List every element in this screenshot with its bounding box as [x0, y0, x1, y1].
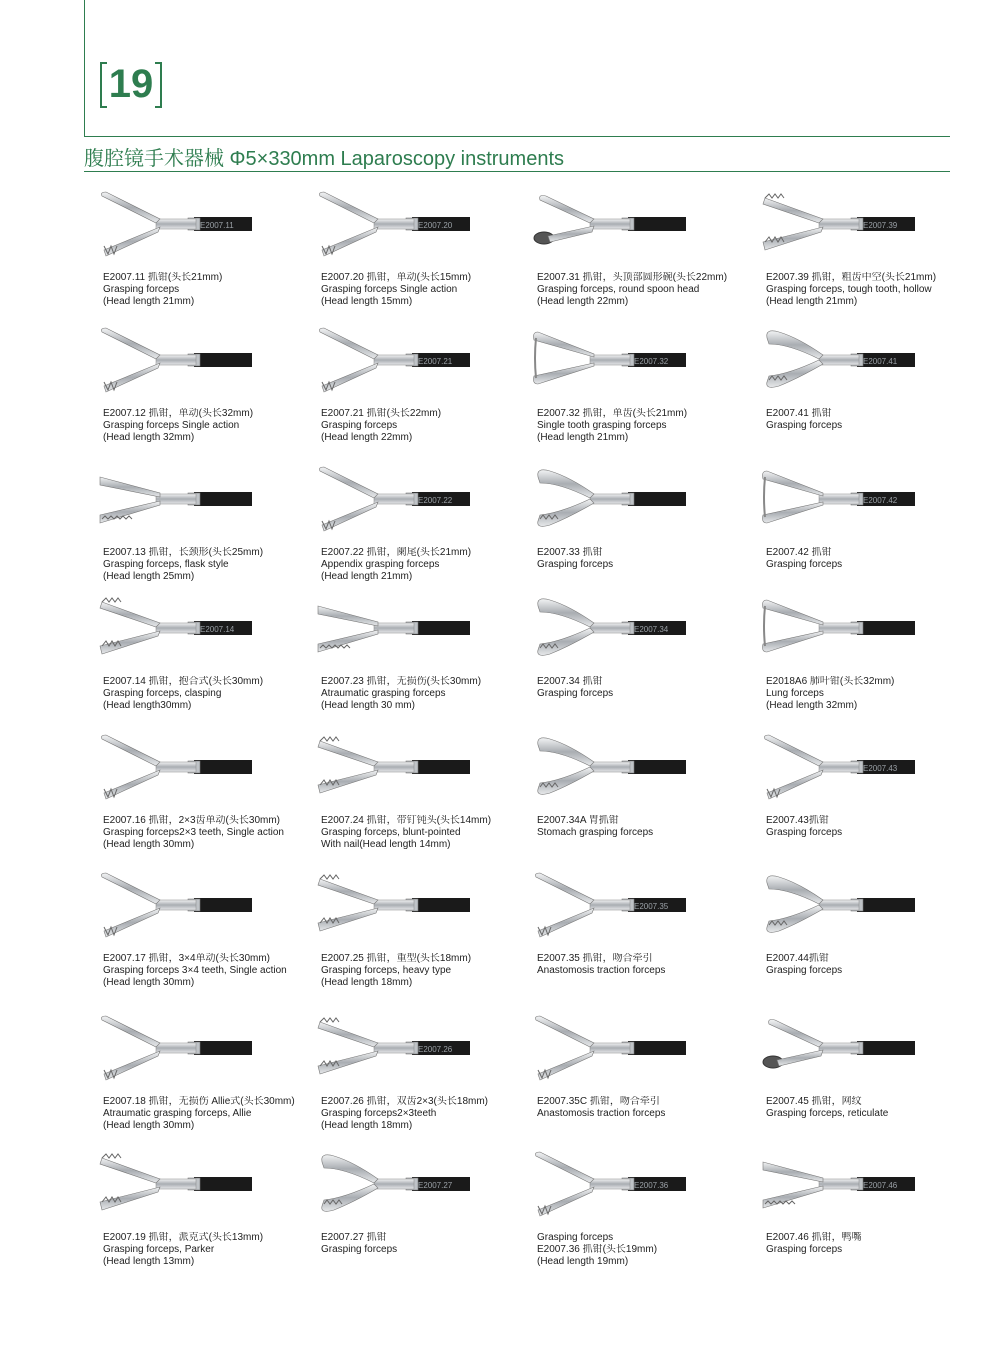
- forceps-image: [96, 731, 256, 801]
- instrument-caption: [103, 953, 315, 989]
- instrument-caption: [321, 272, 533, 308]
- forceps-image: [314, 1148, 474, 1218]
- caption-line-code: E2007.43抓钳: [766, 815, 829, 826]
- caption-line: Anastomosis traction forceps: [537, 1108, 666, 1119]
- caption-line: (Head length 32mm): [766, 700, 858, 711]
- shaft-engraving: E2007.21: [418, 357, 453, 366]
- instrument-caption: [537, 408, 749, 444]
- forceps-image: [314, 463, 474, 533]
- caption-line: Grasping forceps: [766, 965, 843, 976]
- caption-line-code: E2007.42 抓钳: [766, 547, 832, 558]
- caption-line: (Head length 19mm): [537, 1256, 629, 1267]
- caption-line-code: E2007.27 抓钳: [321, 1232, 387, 1243]
- shaft-engraving: E2007.36: [634, 1181, 669, 1190]
- caption-line: (Head length 21mm): [321, 571, 413, 582]
- caption-line: (Head length 21mm): [537, 432, 629, 443]
- caption-line: Grasping forceps, blunt-pointed: [321, 827, 461, 838]
- caption-line-code: E2007.32 抓钳，单齿(头长21mm): [537, 408, 688, 419]
- instrument-caption: [321, 815, 533, 851]
- forceps-image: [530, 1012, 690, 1082]
- shaft-engraving: E2007.41: [863, 357, 898, 366]
- caption-line-code: Grasping forceps: [537, 1232, 614, 1243]
- shaft-engraving: E2007.35: [634, 902, 669, 911]
- caption-line: Grasping forceps2×3 teeth, Single action: [103, 827, 284, 838]
- caption-line: Atraumatic grasping forceps: [321, 688, 446, 699]
- instrument-caption: [321, 408, 533, 444]
- shaft-engraving: E2007.20: [418, 221, 453, 230]
- caption-line-code: E2007.31 抓钳，头顶部圆形碗(头长22mm): [537, 272, 728, 283]
- caption-line: Grasping forceps: [766, 827, 843, 838]
- forceps-image: [314, 592, 474, 662]
- instrument-caption: [766, 953, 978, 977]
- forceps-image: [530, 869, 690, 939]
- caption-line: (Head length30mm): [103, 700, 192, 711]
- shaft-engraving: E2007.14: [200, 625, 235, 634]
- instrument-caption: [766, 815, 978, 839]
- instrument-caption: [103, 408, 315, 444]
- caption-line-code: E2007.34A 胃抓钳: [537, 815, 619, 826]
- caption-line: Grasping forceps, heavy type: [321, 965, 452, 976]
- forceps-image: [96, 1012, 256, 1082]
- caption-line-code: E2007.11 抓钳(头长21mm): [103, 272, 223, 283]
- instrument-caption: [103, 1232, 315, 1268]
- caption-line: Grasping forceps Single action: [321, 284, 458, 295]
- caption-line-code: E2007.24 抓钳，带钉钝头(头长14mm): [321, 815, 492, 826]
- instrument-caption: [321, 676, 533, 712]
- caption-line: Anastomosis traction forceps: [537, 965, 666, 976]
- caption-line: Grasping forceps Single action: [103, 420, 240, 431]
- caption-line-code: E2007.35C 抓钳，吻合牵引: [537, 1096, 660, 1107]
- shaft-engraving: E2007.11: [200, 221, 234, 230]
- caption-line: Single tooth grasping forceps: [537, 420, 667, 431]
- caption-line: Grasping forceps2×3teeth: [321, 1108, 437, 1119]
- caption-line: Grasping forceps: [537, 688, 614, 699]
- caption-line: (Head length 15mm): [321, 296, 413, 307]
- forceps-image: [530, 1148, 690, 1218]
- caption-line: Grasping forceps, tough tooth, hollow: [766, 284, 932, 295]
- caption-line: Grasping forceps, clasping: [103, 688, 222, 699]
- instrument-caption: [766, 408, 978, 432]
- caption-line: (Head length 18mm): [321, 977, 413, 988]
- caption-line: (Head length 30mm): [103, 1120, 195, 1131]
- caption-line-code: E2007.39 抓钳，粗齿中空(头长21mm): [766, 272, 937, 283]
- forceps-image: [314, 324, 474, 394]
- forceps-image: [759, 463, 919, 533]
- caption-line: Grasping forceps: [766, 559, 843, 570]
- instrument-caption: [321, 1232, 533, 1256]
- caption-line: With nail(Head length 14mm): [321, 839, 451, 850]
- caption-line-code: E2007.26 抓钳，双齿2×3(头长18mm): [321, 1096, 489, 1107]
- caption-line-code: E2007.19 抓钳，派克式(头长13mm): [103, 1232, 264, 1243]
- forceps-image: [96, 1148, 256, 1218]
- instrument-caption: [103, 1096, 315, 1132]
- instrument-caption: [537, 272, 749, 308]
- caption-line: (Head length 25mm): [103, 571, 195, 582]
- forceps-image: [530, 592, 690, 662]
- instrument-caption: [103, 676, 315, 712]
- forceps-image: [759, 324, 919, 394]
- instrument-caption: [766, 547, 978, 571]
- caption-line-code: E2007.33 抓钳: [537, 547, 603, 558]
- forceps-image: [759, 869, 919, 939]
- caption-line: Atraumatic grasping forceps, Allie: [103, 1108, 252, 1119]
- caption-line: (Head length 18mm): [321, 1120, 413, 1131]
- forceps-image: [759, 592, 919, 662]
- forceps-image: [96, 592, 256, 662]
- caption-line: (Head length 22mm): [537, 296, 629, 307]
- caption-line: (Head length 21mm): [766, 296, 858, 307]
- forceps-image: [759, 1012, 919, 1082]
- caption-line: (Head length 32mm): [103, 432, 195, 443]
- instrument-caption: [537, 815, 749, 839]
- forceps-image: [530, 731, 690, 801]
- shaft-engraving: E2007.22: [418, 496, 453, 505]
- caption-line-code: E2007.21 抓钳(头长22mm): [321, 408, 442, 419]
- instrument-caption: [537, 1096, 749, 1120]
- caption-line-code: E2007.41 抓钳: [766, 408, 832, 419]
- caption-line: Grasping forceps, Parker: [103, 1244, 215, 1255]
- caption-line: Grasping forceps: [766, 1244, 843, 1255]
- caption-line: (Head length 30 mm): [321, 700, 415, 711]
- page-title: 腹腔镜手术器械 Φ5×330mm Laparoscopy instruments: [84, 148, 565, 170]
- instrument-caption: [537, 1232, 749, 1268]
- instrument-caption: [103, 547, 315, 583]
- caption-line-code: E2007.13 抓钳，长颈形(头长25mm): [103, 547, 264, 558]
- forceps-image: [759, 731, 919, 801]
- caption-line-code: E2007.20 抓钳，单动(头长15mm): [321, 272, 472, 283]
- caption-line: Stomach grasping forceps: [537, 827, 654, 838]
- shaft-engraving: E2007.34: [634, 625, 669, 634]
- caption-line: (Head length 21mm): [103, 296, 195, 307]
- shaft-engraving: E2007.43: [863, 764, 898, 773]
- instrument-caption: [766, 676, 978, 712]
- caption-line-code: E2007.35 抓钳，吻合牵引: [537, 953, 653, 964]
- caption-line: (Head length 30mm): [103, 977, 195, 988]
- caption-line: Appendix grasping forceps: [321, 559, 440, 570]
- caption-line-code: E2018A6 肺叶钳(头长32mm): [766, 676, 895, 687]
- forceps-image: [96, 188, 256, 258]
- page-number: 19: [100, 62, 162, 106]
- forceps-image: [759, 188, 919, 258]
- shaft-engraving: E2007.42: [863, 496, 898, 505]
- caption-line: Grasping forceps: [321, 1244, 398, 1255]
- top-vertical-rule: [84, 0, 85, 137]
- forceps-image: [96, 463, 256, 533]
- instrument-caption: [537, 953, 749, 977]
- shaft-engraving: E2007.32: [634, 357, 669, 366]
- caption-line: Grasping forceps, reticulate: [766, 1108, 889, 1119]
- shaft-engraving: E2007.26: [418, 1045, 453, 1054]
- caption-line: Grasping forceps: [321, 420, 398, 431]
- caption-line: Lung forceps: [766, 688, 824, 699]
- caption-line-code: E2007.44抓钳: [766, 953, 829, 964]
- forceps-image: [759, 1148, 919, 1218]
- caption-line-code: E2007.12 抓钳，单动(头长32mm): [103, 408, 254, 419]
- shaft-engraving: E2007.39: [863, 221, 898, 230]
- forceps-image: [314, 1012, 474, 1082]
- instrument-caption: [766, 1232, 978, 1256]
- caption-line-code: E2007.46 抓钳，鸭嘴: [766, 1232, 862, 1243]
- caption-line: (Head length 13mm): [103, 1256, 195, 1267]
- instrument-caption: [766, 272, 978, 308]
- caption-line: (Head length 30mm): [103, 839, 195, 850]
- caption-line-code: E2007.22 抓钳，阑尾(头长21mm): [321, 547, 472, 558]
- forceps-image: [314, 731, 474, 801]
- instrument-caption: [103, 815, 315, 851]
- instrument-caption: [537, 547, 749, 571]
- forceps-image: [530, 463, 690, 533]
- forceps-image: [530, 324, 690, 394]
- caption-line-code: E2007.34 抓钳: [537, 676, 603, 687]
- forceps-image: [314, 869, 474, 939]
- instrument-caption: [766, 1096, 978, 1120]
- shaft-engraving: E2007.46: [863, 1181, 898, 1190]
- forceps-image: [96, 324, 256, 394]
- forceps-image: [314, 188, 474, 258]
- caption-line-code: E2007.25 抓钳，重型(头长18mm): [321, 953, 472, 964]
- caption-line-code: E2007.14 抓钳，抱合式(头长30mm): [103, 676, 264, 687]
- caption-line: Grasping forceps, round spoon head: [537, 284, 700, 295]
- instrument-caption: [321, 953, 533, 989]
- caption-line: Grasping forceps, flask style: [103, 559, 229, 570]
- caption-line: (Head length 22mm): [321, 432, 413, 443]
- caption-line: Grasping forceps 3×4 teeth, Single action: [103, 965, 287, 976]
- forceps-image: [530, 188, 690, 258]
- caption-line: E2007.36 抓钳(头长19mm): [537, 1244, 658, 1255]
- caption-line: Grasping forceps: [537, 559, 614, 570]
- caption-line: Grasping forceps: [103, 284, 180, 295]
- instrument-caption: [321, 1096, 533, 1132]
- title-bottom-rule: [84, 171, 950, 172]
- title-top-rule: [84, 136, 950, 137]
- shaft-engraving: E2007.27: [418, 1181, 453, 1190]
- instrument-caption: [103, 272, 315, 308]
- caption-line-code: E2007.18 抓钳，无损伤 Allie式(头长30mm): [103, 1096, 295, 1107]
- forceps-image: [96, 869, 256, 939]
- caption-line-code: E2007.45 抓钳，网纹: [766, 1096, 862, 1107]
- instrument-caption: [537, 676, 749, 700]
- caption-line-code: E2007.17 抓钳，3×4单动(头长30mm): [103, 953, 271, 964]
- caption-line-code: E2007.23 抓钳，无损伤(头长30mm): [321, 676, 482, 687]
- caption-line-code: E2007.16 抓钳，2×3齿单动(头长30mm): [103, 815, 281, 826]
- caption-line: Grasping forceps: [766, 420, 843, 431]
- instrument-caption: [321, 547, 533, 583]
